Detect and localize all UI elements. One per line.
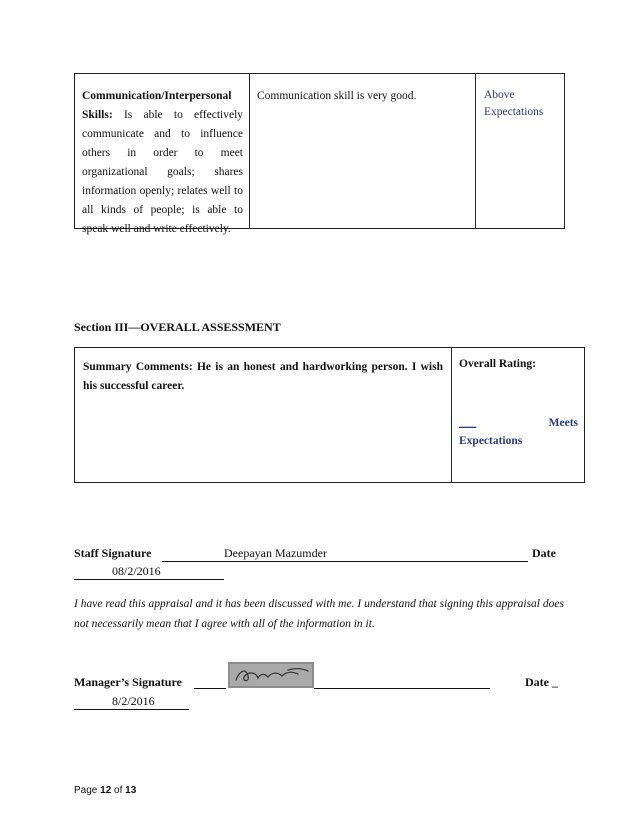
staff-signature-field[interactable] [162,546,528,562]
staff-name: Deepayan Mazumder [224,546,327,560]
footer-of: of [111,785,126,796]
rating-cell [476,74,564,228]
competency-text [82,87,243,239]
competency-comment: Communication skill is very good. [257,90,417,102]
manager-date-field[interactable] [74,694,189,710]
staff-signature-label: Staff Signature [74,546,152,560]
competency-table [74,73,565,235]
overall-rating-cell [452,348,584,482]
comments-cell [250,74,476,228]
manager-date-label: Date _ [525,675,558,689]
overall-rating-word2: Expectations [459,435,523,447]
staff-date: 08/2/2016 [112,564,161,578]
footer-page-number: 12 [100,785,112,796]
manager-signature-underline-left [194,688,226,689]
manager-signature-label: Manager’s Signature [74,675,182,689]
competency-cell [75,74,250,235]
staff-date-label: Date [532,546,556,560]
summary-comments: Summary Comments: He is an honest and hardworking person. I wish his successful career. [83,361,443,392]
acknowledgement-text: I have read this appraisal and it has been discussed with me. I understand that signing this appraisal does not necessarily mean that I agree with all of the information in it. [74,598,564,630]
competency-title: Communication/Interpersonal Skills: [82,90,232,121]
overall-rating-value [459,414,578,450]
overall-rating-word1: Meets [548,417,578,429]
manager-date: 8/2/2016 [112,694,155,708]
footer-total-pages: 13 [125,785,137,796]
manager-signature-underline-right [314,688,490,689]
overall-rating-label: Overall Rating: [459,358,536,370]
staff-date-field[interactable] [74,564,224,580]
page-footer [74,785,136,796]
competency-rating: Above Expectations [484,89,544,118]
footer-prefix: Page [74,785,101,796]
section-title: Section III—OVERALL ASSESSMENT [74,320,281,334]
manager-signature-image [228,662,314,688]
overall-rating-blank: ___ [459,417,477,429]
summary-cell [75,348,452,482]
assessment-table [74,347,585,483]
competency-description: Is able to effectively communicate and to influence others in order to meet organizational goals; shares information openly; relates well to all kinds of people; is able to speak well and write effectively. [82,109,244,235]
